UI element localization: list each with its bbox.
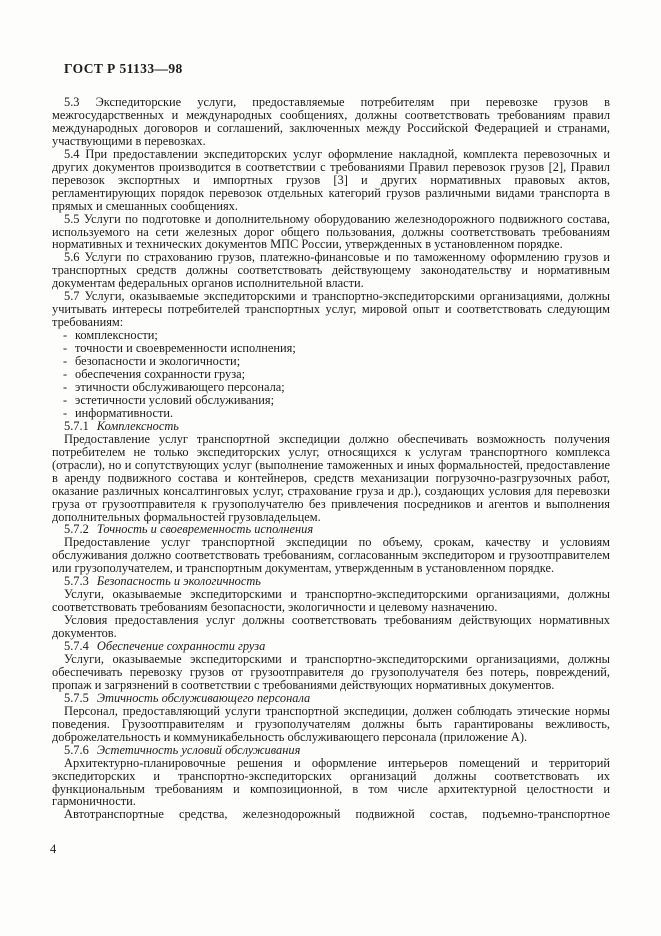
document-body (52, 96, 610, 821)
heading-number: 5.7.4 (64, 639, 89, 654)
heading-5-7-1 (52, 420, 610, 433)
paragraph-5-7-3b: Условия предоставления услуг должны соответствовать требованиям действующих нормативных документов. (52, 613, 610, 641)
heading-number: 5.7.3 (64, 574, 89, 589)
heading-title: Комплексность (96, 418, 179, 433)
paragraph-5-7-6a: Архитектурно-планировочные решения и оформление интерьеров помещений и территорий экспедиторских и транспортно-экспедиторских организаций должны соответствовать их функциональным требованиям и композиционной, в том числе архитектурной целостности и гармоничности. (52, 755, 610, 809)
heading-title: Этичность обслуживающего персонала (96, 690, 311, 705)
heading-number: 5.7.5 (64, 690, 89, 705)
paragraph-5-7-1: Предоставление услуг транспортной экспедиции должно обеспечивать возможность получения потребителем не только экспедиторских услуг, относящихся к услугам транспортного комплекса (отрасли), но и сопутствующих услуг (выполнение таможенных и иных формальностей, предоставление в аренду подвижного состава и контейнеров, средств механизации погрузочно-разгрузочных работ, оказание различных консалтинговых услуг, страхование груза и др.), создающих условия для перевозки груза от грузоотправителя к грузополучателю без привлечения посредников и агентов и выполнения дополнительных формальностей грузовладельцем. (52, 431, 610, 524)
paragraph-5-4: 5.4 При предоставлении экспедиторских услуг оформление накладной, комплекта перевозочных и других документов производится в соответствии с требованиями Правил перевозок грузов [2], Правил перевозок экспортных и импортных грузов [3] и других нормативных правовых актов, регламентирующих порядок перевозок отдельных категорий грузов различными видами транспорта в прямых и смешанных сообщениях. (52, 146, 610, 213)
list-item-label: эстетичности условий обслуживания; (75, 392, 275, 407)
paragraph-5-7-intro: 5.7 Услуги, оказываемые экспедиторскими и транспортно-экспедиторскими организациями, должны учитывать интересы потребителей транспортных услуг, мировой опыт и соответствовать следующим требованиям: (52, 289, 610, 330)
dash-bullet: - (63, 341, 68, 356)
dash-bullet: - (63, 379, 68, 394)
page-number: 4 (50, 842, 57, 856)
dash-bullet: - (63, 367, 68, 382)
requirements-list (52, 329, 610, 420)
paragraph-5-7-2: Предоставление услуг транспортной экспедиции по объему, срокам, качеству и условиям обслуживания должно соответствовать требованиям, согласованным экспедитором и грузоотправителем или грузополучателем, и транспортным документам, утвержденным в установленном порядке. (52, 535, 610, 576)
dash-bullet: - (63, 392, 68, 407)
paragraph-5-5: 5.5 Услуги по подготовке и дополнительному оборудованию железнодорожного подвижного состава, используемого на сети железных дорог общего пользования, должны соответствовать требованиям нормативных и технических документов МПС России, утвержденных в установленном порядке. (52, 211, 610, 252)
heading-title: Обеспечение сохранности груза (96, 639, 266, 654)
dash-bullet: - (63, 354, 68, 369)
heading-number: 5.7.6 (64, 742, 89, 757)
list-item (52, 407, 610, 420)
list-item-label: безопасности и экологичности; (75, 354, 241, 369)
paragraph-5-7-6b: Автотранспортные средства, железнодорожный подвижной состав, подъемно-транспортное (64, 807, 610, 822)
list-item-label: комплексности; (75, 328, 158, 343)
list-item-label: точности и своевременности исполнения; (75, 341, 296, 356)
standard-designation: ГОСТ Р 51133—98 (64, 61, 183, 76)
list-item-label: обеспечения сохранности груза; (75, 367, 246, 382)
paragraph-5-7-4: Услуги, оказываемые экспедиторскими и транспортно-экспедиторскими организациями, должны обеспечивать перевозку грузов от грузоотправителя до грузополучателя без потерь, повреждений, пропаж и загрязнений в соответствии с требованиями действующих нормативных документов. (52, 651, 610, 692)
heading-title: Точность и своевременность исполнения (96, 522, 314, 537)
list-item-label: этичности обслуживающего персонала; (75, 379, 285, 394)
heading-5-7-6 (52, 744, 610, 757)
paragraph-5-7-3a: Услуги, оказываемые экспедиторскими и транспортно-экспедиторскими организациями, должны соответствовать требованиям безопасности, экологичности и целевому назначению. (52, 587, 610, 615)
heading-title: Эстетичность условий обслуживания (96, 742, 301, 757)
dash-bullet: - (63, 328, 68, 343)
paragraph-5-6: 5.6 Услуги по страхованию грузов, платежно-финансовые и по таможенному оформлению грузов и транспортных средств должны соответствовать действующему законодательству и нормативным документам федеральных органов исполнительной власти. (52, 250, 610, 291)
dash-bullet: - (63, 405, 68, 420)
heading-5-7-5 (52, 692, 610, 705)
list-item-label: информативности. (75, 405, 174, 420)
heading-number: 5.7.1 (64, 418, 89, 433)
paragraph-5-3: 5.3 Экспедиторские услуги, предоставляемые потребителям при перевозке грузов в межгосударственных и международных сообщениях, должны соответствовать требованиям правил международных договоров и соглашений, заключенных между Российской Федерацией и странами, участвующими в перевозках. (52, 95, 610, 148)
heading-number: 5.7.2 (64, 522, 89, 537)
heading-title: Безопасность и экологичность (96, 574, 261, 589)
paragraph-5-7-5: Персонал, предоставляющий услуги транспортной экспедиции, должен соблюдать этические нормы поведения. Грузоотправителям и грузополучателям должны быть гарантированы вежливость, доброжелательность и коммуникабельность обслуживающего персонала (приложение А). (52, 703, 610, 744)
